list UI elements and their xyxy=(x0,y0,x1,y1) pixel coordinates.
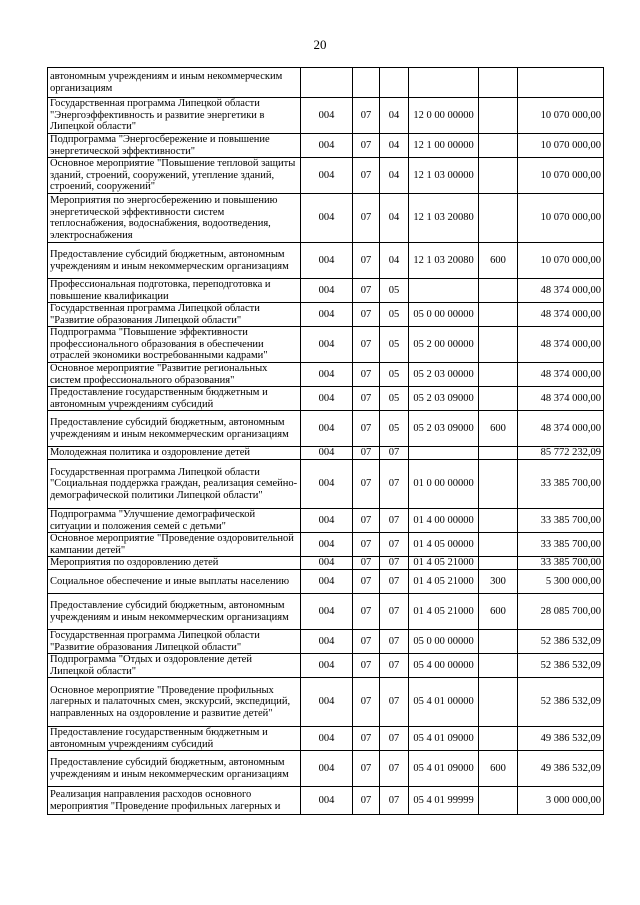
expense-type-cell xyxy=(479,678,518,727)
section-code-cell: 07 xyxy=(353,533,380,557)
admin-code-cell: 004 xyxy=(301,460,353,509)
target-article-cell: 01 4 05 21000 xyxy=(409,557,479,570)
table-row xyxy=(48,727,604,751)
amount-cell: 28 085 700,00 xyxy=(518,594,604,630)
subsection-code-cell: 07 xyxy=(380,460,409,509)
expense-type-cell: 600 xyxy=(479,594,518,630)
table-row xyxy=(48,447,604,460)
admin-code-cell: 004 xyxy=(301,134,353,158)
admin-code-cell xyxy=(301,68,353,98)
expense-type-cell xyxy=(479,387,518,411)
admin-code-cell: 004 xyxy=(301,727,353,751)
section-code-cell: 07 xyxy=(353,509,380,533)
amount-cell: 33 385 700,00 xyxy=(518,460,604,509)
target-article-cell: 05 2 00 00000 xyxy=(409,327,479,363)
section-code-cell: 07 xyxy=(353,158,380,194)
section-code-cell: 07 xyxy=(353,447,380,460)
admin-code-cell: 004 xyxy=(301,363,353,387)
target-article-cell: 01 4 05 21000 xyxy=(409,570,479,594)
target-article-cell: 12 1 03 00000 xyxy=(409,158,479,194)
expense-type-cell xyxy=(479,787,518,815)
row-name-cell: Государственная программа Липецкой области "Социальная поддержка граждан, реализация семейно-демографической политики Липецкой области" xyxy=(48,460,301,509)
target-article-cell: 12 1 03 20080 xyxy=(409,194,479,243)
target-article-cell: 05 4 01 99999 xyxy=(409,787,479,815)
target-article-cell: 05 4 01 00000 xyxy=(409,678,479,727)
table-row xyxy=(48,279,604,303)
admin-code-cell: 004 xyxy=(301,570,353,594)
target-article-cell: 05 0 00 00000 xyxy=(409,630,479,654)
subsection-code-cell: 07 xyxy=(380,557,409,570)
amount-cell: 48 374 000,00 xyxy=(518,327,604,363)
table-row xyxy=(48,134,604,158)
subsection-code-cell: 07 xyxy=(380,570,409,594)
admin-code-cell: 004 xyxy=(301,787,353,815)
subsection-code-cell: 04 xyxy=(380,98,409,134)
row-name-cell: Основное мероприятие "Проведение оздоровительной кампании детей" xyxy=(48,533,301,557)
amount-cell: 10 070 000,00 xyxy=(518,243,604,279)
section-code-cell: 07 xyxy=(353,654,380,678)
row-name-cell: Государственная программа Липецкой области "Развитие образования Липецкой области" xyxy=(48,630,301,654)
amount-cell: 10 070 000,00 xyxy=(518,134,604,158)
section-code-cell: 07 xyxy=(353,594,380,630)
subsection-code-cell: 05 xyxy=(380,303,409,327)
subsection-code-cell: 07 xyxy=(380,594,409,630)
expense-type-cell xyxy=(479,134,518,158)
expense-type-cell xyxy=(479,509,518,533)
row-name-cell: Предоставление субсидий бюджетным, автономным учреждениям и иным некоммерческим организациям xyxy=(48,411,301,447)
amount-cell: 85 772 232,09 xyxy=(518,447,604,460)
target-article-cell: 05 4 01 09000 xyxy=(409,751,479,787)
table-row xyxy=(48,243,604,279)
expense-type-cell xyxy=(479,630,518,654)
target-article-cell: 01 4 05 21000 xyxy=(409,594,479,630)
row-name-cell: Предоставление субсидий бюджетным, автономным учреждениям и иным некоммерческим организациям xyxy=(48,751,301,787)
section-code-cell: 07 xyxy=(353,678,380,727)
admin-code-cell: 004 xyxy=(301,557,353,570)
subsection-code-cell: 04 xyxy=(380,243,409,279)
admin-code-cell: 004 xyxy=(301,411,353,447)
row-name-cell: Предоставление субсидий бюджетным, автономным учреждениям и иным некоммерческим организациям xyxy=(48,594,301,630)
amount-cell: 48 374 000,00 xyxy=(518,411,604,447)
admin-code-cell: 004 xyxy=(301,194,353,243)
expense-type-cell: 600 xyxy=(479,751,518,787)
table-row xyxy=(48,303,604,327)
table-row xyxy=(48,327,604,363)
admin-code-cell: 004 xyxy=(301,594,353,630)
amount-cell xyxy=(518,68,604,98)
amount-cell: 49 386 532,09 xyxy=(518,751,604,787)
target-article-cell: 05 2 03 09000 xyxy=(409,387,479,411)
expense-type-cell xyxy=(479,279,518,303)
target-article-cell: 01 4 00 00000 xyxy=(409,509,479,533)
row-name-cell: Основное мероприятие "Развитие региональных систем профессионального образования" xyxy=(48,363,301,387)
subsection-code-cell: 07 xyxy=(380,727,409,751)
amount-cell: 33 385 700,00 xyxy=(518,557,604,570)
section-code-cell: 07 xyxy=(353,727,380,751)
target-article-cell: 05 0 00 00000 xyxy=(409,303,479,327)
row-name-cell: Молодежная политика и оздоровление детей xyxy=(48,447,301,460)
target-article-cell: 05 4 00 00000 xyxy=(409,654,479,678)
section-code-cell: 07 xyxy=(353,570,380,594)
table-row xyxy=(48,509,604,533)
section-code-cell: 07 xyxy=(353,194,380,243)
section-code-cell: 07 xyxy=(353,460,380,509)
admin-code-cell: 004 xyxy=(301,158,353,194)
row-name-cell: Государственная программа Липецкой области "Развитие образования Липецкой области" xyxy=(48,303,301,327)
subsection-code-cell: 05 xyxy=(380,411,409,447)
row-name-cell: Предоставление государственным бюджетным и автономным учреждениям субсидий xyxy=(48,387,301,411)
section-code-cell: 07 xyxy=(353,243,380,279)
amount-cell: 48 374 000,00 xyxy=(518,363,604,387)
admin-code-cell: 004 xyxy=(301,303,353,327)
admin-code-cell: 004 xyxy=(301,387,353,411)
subsection-code-cell: 07 xyxy=(380,751,409,787)
table-row xyxy=(48,787,604,815)
amount-cell: 10 070 000,00 xyxy=(518,98,604,134)
target-article-cell: 05 2 03 09000 xyxy=(409,411,479,447)
subsection-code-cell: 04 xyxy=(380,134,409,158)
target-article-cell: 05 2 03 00000 xyxy=(409,363,479,387)
expense-type-cell xyxy=(479,158,518,194)
table-row xyxy=(48,751,604,787)
subsection-code-cell: 04 xyxy=(380,158,409,194)
admin-code-cell: 004 xyxy=(301,678,353,727)
subsection-code-cell: 07 xyxy=(380,447,409,460)
expense-type-cell xyxy=(479,557,518,570)
row-name-cell: Предоставление государственным бюджетным и автономным учреждениям субсидий xyxy=(48,727,301,751)
table-row xyxy=(48,194,604,243)
amount-cell: 33 385 700,00 xyxy=(518,533,604,557)
row-name-cell: Подпрограмма "Энергосбережение и повышение энергетической эффективности" xyxy=(48,134,301,158)
amount-cell: 48 374 000,00 xyxy=(518,387,604,411)
expense-type-cell xyxy=(479,727,518,751)
budget-table-body xyxy=(48,68,604,815)
subsection-code-cell: 07 xyxy=(380,678,409,727)
admin-code-cell: 004 xyxy=(301,327,353,363)
amount-cell: 33 385 700,00 xyxy=(518,509,604,533)
subsection-code-cell: 07 xyxy=(380,787,409,815)
amount-cell: 52 386 532,09 xyxy=(518,630,604,654)
table-row xyxy=(48,533,604,557)
row-name-cell: Мероприятия по оздоровлению детей xyxy=(48,557,301,570)
section-code-cell: 07 xyxy=(353,787,380,815)
section-code-cell: 07 xyxy=(353,98,380,134)
section-code-cell: 07 xyxy=(353,630,380,654)
expense-type-cell xyxy=(479,303,518,327)
table-row xyxy=(48,557,604,570)
section-code-cell: 07 xyxy=(353,387,380,411)
admin-code-cell: 004 xyxy=(301,654,353,678)
expense-type-cell xyxy=(479,363,518,387)
expense-type-cell xyxy=(479,327,518,363)
expense-type-cell xyxy=(479,533,518,557)
subsection-code-cell: 07 xyxy=(380,509,409,533)
row-name-cell: Профессиональная подготовка, переподготовка и повышение квалификации xyxy=(48,279,301,303)
amount-cell: 52 386 532,09 xyxy=(518,654,604,678)
admin-code-cell: 004 xyxy=(301,533,353,557)
admin-code-cell: 004 xyxy=(301,243,353,279)
row-name-cell: Предоставление субсидий бюджетным, автономным учреждениям и иным некоммерческим организациям xyxy=(48,243,301,279)
section-code-cell: 07 xyxy=(353,557,380,570)
amount-cell: 5 300 000,00 xyxy=(518,570,604,594)
subsection-code-cell xyxy=(380,68,409,98)
expense-type-cell xyxy=(479,68,518,98)
table-row xyxy=(48,654,604,678)
amount-cell: 52 386 532,09 xyxy=(518,678,604,727)
row-name-cell: Мероприятия по энергосбережению и повышению энергетической эффективности систем теплоснабжения, водоснабжения, водоотведения, электроснабжения xyxy=(48,194,301,243)
target-article-cell xyxy=(409,68,479,98)
row-name-cell: Подпрограмма "Улучшение демографической ситуации и положения семей с детьми" xyxy=(48,509,301,533)
expense-type-cell: 600 xyxy=(479,243,518,279)
section-code-cell: 07 xyxy=(353,134,380,158)
target-article-cell xyxy=(409,279,479,303)
row-name-cell: Реализация направления расходов основного мероприятия "Проведение профильных лагерных и xyxy=(48,787,301,815)
row-name-cell: автономным учреждениям и иным некоммерческим организациям xyxy=(48,68,301,98)
subsection-code-cell: 05 xyxy=(380,279,409,303)
row-name-cell: Государственная программа Липецкой области "Энергоэффективность и развитие энергетики в Липецкой области" xyxy=(48,98,301,134)
subsection-code-cell: 05 xyxy=(380,363,409,387)
expense-type-cell xyxy=(479,460,518,509)
section-code-cell: 07 xyxy=(353,327,380,363)
amount-cell: 48 374 000,00 xyxy=(518,279,604,303)
row-name-cell: Подпрограмма "Повышение эффективности профессионального образования в обеспечении отраслей экономики востребованными кадрами" xyxy=(48,327,301,363)
subsection-code-cell: 05 xyxy=(380,327,409,363)
target-article-cell: 05 4 01 09000 xyxy=(409,727,479,751)
admin-code-cell: 004 xyxy=(301,509,353,533)
table-row xyxy=(48,98,604,134)
table-row xyxy=(48,630,604,654)
table-row xyxy=(48,387,604,411)
table-row xyxy=(48,570,604,594)
table-row xyxy=(48,68,604,98)
admin-code-cell: 004 xyxy=(301,751,353,787)
expense-type-cell: 600 xyxy=(479,411,518,447)
subsection-code-cell: 07 xyxy=(380,630,409,654)
admin-code-cell: 004 xyxy=(301,447,353,460)
section-code-cell: 07 xyxy=(353,363,380,387)
target-article-cell: 01 0 00 00000 xyxy=(409,460,479,509)
section-code-cell: 07 xyxy=(353,303,380,327)
section-code-cell: 07 xyxy=(353,751,380,787)
table-row xyxy=(48,460,604,509)
table-row xyxy=(48,678,604,727)
subsection-code-cell: 07 xyxy=(380,654,409,678)
admin-code-cell: 004 xyxy=(301,279,353,303)
table-row xyxy=(48,363,604,387)
admin-code-cell: 004 xyxy=(301,98,353,134)
page-number: 20 xyxy=(313,37,327,52)
expense-type-cell xyxy=(479,98,518,134)
expense-type-cell xyxy=(479,654,518,678)
target-article-cell: 12 1 00 00000 xyxy=(409,134,479,158)
target-article-cell xyxy=(409,447,479,460)
expense-type-cell xyxy=(479,194,518,243)
table-row xyxy=(48,411,604,447)
amount-cell: 10 070 000,00 xyxy=(518,158,604,194)
admin-code-cell: 004 xyxy=(301,630,353,654)
amount-cell: 48 374 000,00 xyxy=(518,303,604,327)
section-code-cell: 07 xyxy=(353,411,380,447)
row-name-cell: Социальное обеспечение и иные выплаты населению xyxy=(48,570,301,594)
amount-cell: 10 070 000,00 xyxy=(518,194,604,243)
budget-table xyxy=(47,67,604,815)
amount-cell: 3 000 000,00 xyxy=(518,787,604,815)
row-name-cell: Основное мероприятие "Повышение тепловой защиты зданий, строений, сооружений, утепление зданий, строений, сооружений" xyxy=(48,158,301,194)
subsection-code-cell: 07 xyxy=(380,533,409,557)
target-article-cell: 12 0 00 00000 xyxy=(409,98,479,134)
target-article-cell: 01 4 05 00000 xyxy=(409,533,479,557)
subsection-code-cell: 04 xyxy=(380,194,409,243)
expense-type-cell: 300 xyxy=(479,570,518,594)
table-row xyxy=(48,594,604,630)
section-code-cell: 07 xyxy=(353,279,380,303)
table-row xyxy=(48,158,604,194)
subsection-code-cell: 05 xyxy=(380,387,409,411)
row-name-cell: Подпрограмма "Отдых и оздоровление детей Липецкой области" xyxy=(48,654,301,678)
row-name-cell: Основное мероприятие "Проведение профильных лагерных и палаточных смен, экскурсий, экспедиций, направленных на оздоровление и развитие детей" xyxy=(48,678,301,727)
amount-cell: 49 386 532,09 xyxy=(518,727,604,751)
section-code-cell xyxy=(353,68,380,98)
target-article-cell: 12 1 03 20080 xyxy=(409,243,479,279)
expense-type-cell xyxy=(479,447,518,460)
